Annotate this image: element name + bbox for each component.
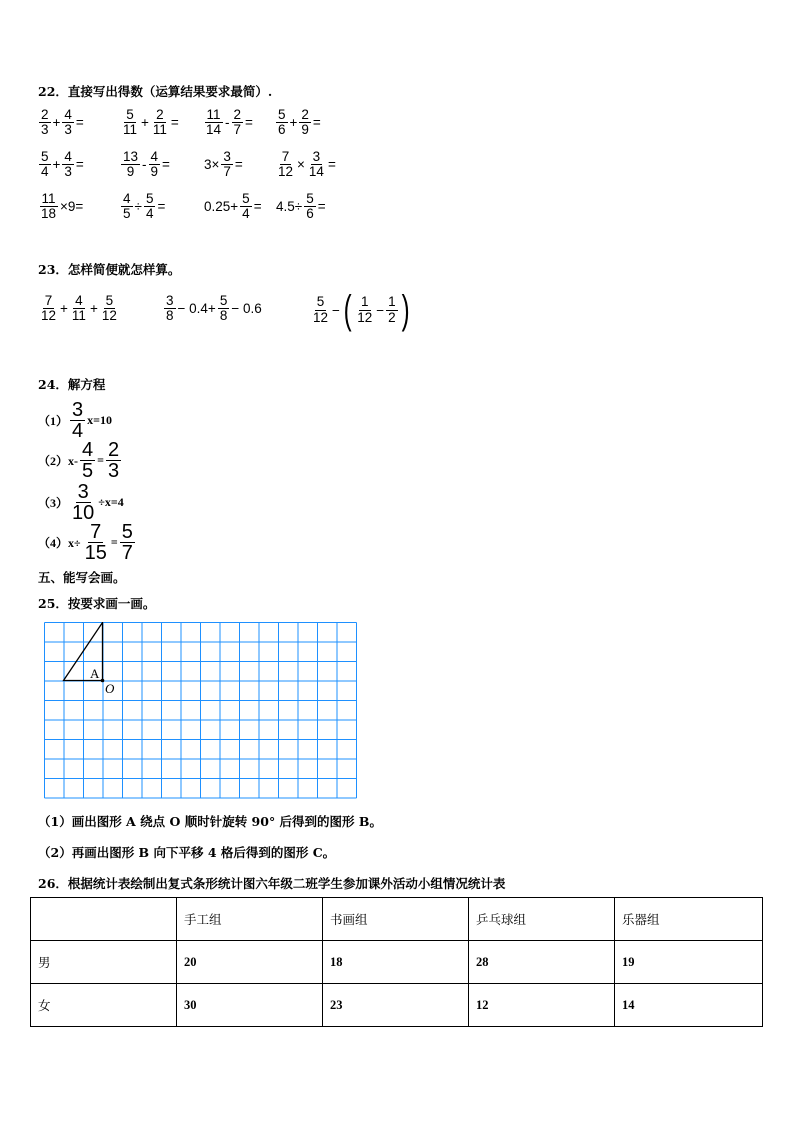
- q23-expr-3: $\frac{5}{12}$ − ( $\frac{1}{12}$ − $\frac{1}{2}$ ): [313, 288, 410, 332]
- q22-title: 22．直接写出得数（运算结果要求最简）.: [38, 84, 273, 99]
- fraction: $\frac{5}{11}$: [123, 107, 138, 138]
- calc-item: 4.5÷ $\frac{5}{6}$ =: [276, 191, 326, 222]
- fraction: $\frac{5}{12}$: [101, 293, 117, 324]
- calc-item: $\frac{4}{5}$ ÷ $\frac{5}{4}$ =: [123, 191, 166, 222]
- header-cell: 手工组: [177, 898, 323, 941]
- fraction: $\frac{5}{8}$: [219, 293, 228, 324]
- q25-grid-figure: [44, 622, 359, 800]
- label-A: A: [90, 666, 100, 681]
- table-cell: 30: [177, 984, 323, 1027]
- fraction: $\frac{3}{14}$: [308, 149, 324, 180]
- fraction: $\frac{11}{14}$: [206, 107, 222, 138]
- q25-title: 25．按要求画一画。: [38, 596, 156, 611]
- calc-item: $\frac{5}{4}$ + $\frac{4}{3}$ =: [41, 149, 84, 180]
- fraction: $\frac{5}{4}$: [145, 191, 154, 222]
- square-grid: [45, 623, 357, 799]
- q24-eq-3: （3） $\frac{3}{10}$ ÷x=4: [38, 481, 124, 524]
- header-cell: 乐器组: [615, 898, 763, 941]
- fraction: $\frac{4}{3}$: [64, 149, 72, 180]
- q24-eq-1: （1） 3 4 x=10: [38, 399, 112, 442]
- table-cell: 14: [615, 984, 763, 1027]
- fraction: 3 4: [72, 399, 84, 442]
- fraction: $\frac{3}{7}$: [223, 149, 231, 180]
- fraction: $\frac{3}{8}$: [166, 293, 174, 324]
- stats-table: [30, 897, 763, 1027]
- table-header-row: [31, 898, 763, 941]
- q23-expr-1: $\frac{7}{12}$ + $\frac{4}{11}$ + $\frac{5}{12}$: [41, 293, 117, 324]
- calc-item: $\frac{11}{18}$ ×9=: [41, 191, 84, 222]
- calc-item: $\frac{2}{3}$ + $\frac{4}{3}$ =: [41, 107, 84, 138]
- fraction: $\frac{5}{4}$: [41, 149, 49, 180]
- fraction: $\frac{2}{9}$: [301, 107, 309, 138]
- q23-title: 23．怎样简便就怎样算。: [38, 262, 181, 277]
- table-cell: 23: [323, 984, 469, 1027]
- fraction: $\frac{1}{12}$: [357, 294, 373, 325]
- fraction: $\frac{2}{3}$: [41, 107, 49, 138]
- fraction: $\frac{5}{12}$: [313, 294, 329, 325]
- header-cell-empty: [31, 898, 177, 941]
- fraction: $\frac{4}{11}$: [71, 293, 86, 324]
- fraction: $\frac{5}{6}$: [306, 191, 314, 222]
- q23-expr-2: $\frac{3}{8}$ − 0.4+ $\frac{5}{8}$ − 0.6: [166, 293, 262, 324]
- q24-eq-2: （2）x- $\frac{4}{5}$ = $\frac{2}{3}$: [38, 439, 120, 482]
- right-paren: ): [401, 288, 410, 332]
- calc-item: $\frac{13}{9}$ - $\frac{4}{9}$ =: [123, 149, 170, 180]
- fraction: $\frac{5}{4}$: [242, 191, 250, 222]
- table-cell: 28: [469, 941, 615, 984]
- header-cell: 书画组: [323, 898, 469, 941]
- q26-title: 26．根据统计表绘制出复式条形统计图六年级二班学生参加课外活动小组情况统计表: [38, 876, 506, 891]
- fraction: $\frac{11}{18}$: [41, 191, 57, 222]
- section-5-heading: 五、能写会画。: [38, 570, 126, 585]
- fraction: $\frac{1}{2}$: [388, 294, 396, 325]
- table-cell: 19: [615, 941, 763, 984]
- fraction: $\frac{3}{10}$: [72, 481, 95, 524]
- fraction: $\frac{7}{12}$: [41, 293, 57, 324]
- q25-instruction-1: （1）画出图形 A 绕点 O 顺时针旋转 90° 后得到的图形 B。: [38, 814, 382, 829]
- calc-item: 0.25+ $\frac{5}{4}$ =: [204, 191, 262, 222]
- fraction: $\frac{13}{9}$: [123, 149, 139, 180]
- calc-item: $\frac{11}{14}$ - $\frac{2}{7}$ =: [206, 107, 253, 138]
- table-row: [31, 941, 763, 984]
- fraction: $\frac{2}{3}$: [107, 439, 120, 482]
- calc-item: $\frac{5}{6}$ + $\frac{2}{9}$ =: [278, 107, 321, 138]
- point-O: [101, 679, 105, 683]
- label-O: O: [105, 681, 115, 696]
- left-paren: (: [343, 288, 352, 332]
- fraction: $\frac{5}{6}$: [278, 107, 286, 138]
- fraction: $\frac{2}{11}$: [152, 107, 167, 138]
- fraction: $\frac{4}{5}$: [82, 439, 94, 482]
- q24-title: 24．解方程: [38, 377, 106, 392]
- q25-instruction-2: （2）再画出图形 B 向下平移 4 格后得到的图形 C。: [38, 845, 336, 860]
- table-cell: 18: [323, 941, 469, 984]
- fraction: $\frac{7}{15}$: [84, 521, 107, 564]
- calc-item: 3× $\frac{3}{7}$ =: [204, 149, 243, 180]
- calc-item: $\frac{7}{12}$ × $\frac{3}{14}$ =: [278, 149, 336, 180]
- fraction: $\frac{2}{7}$: [233, 107, 242, 138]
- fraction: $\frac{7}{12}$: [278, 149, 294, 180]
- table-row: [31, 984, 763, 1027]
- header-cell: 乒乓球组: [469, 898, 615, 941]
- row-label: 女: [31, 984, 177, 1027]
- calc-item: $\frac{5}{11}$ + $\frac{2}{11}$ =: [123, 107, 179, 138]
- fraction: $\frac{4}{5}$: [123, 191, 131, 222]
- q24-eq-4: （4）x÷ $\frac{7}{15}$ = $\frac{5}{7}$: [38, 521, 133, 564]
- table-cell: 20: [177, 941, 323, 984]
- fraction: $\frac{4}{3}$: [64, 107, 72, 138]
- table-cell: 12: [469, 984, 615, 1027]
- row-label: 男: [31, 941, 177, 984]
- fraction: $\frac{5}{7}$: [121, 521, 133, 564]
- fraction: $\frac{4}{9}$: [150, 149, 159, 180]
